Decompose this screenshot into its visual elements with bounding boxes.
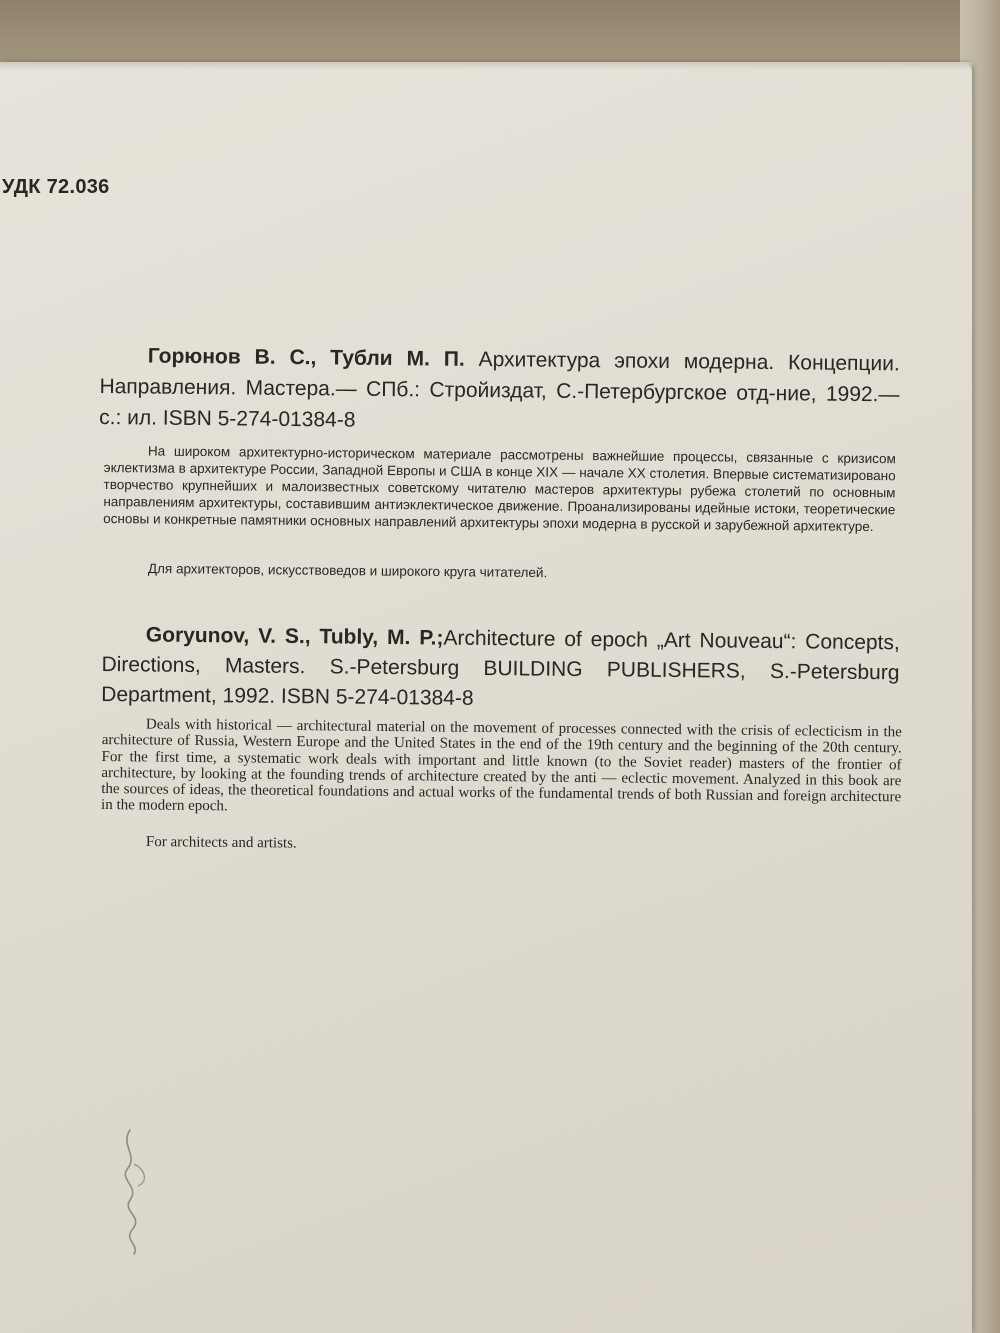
russian-citation [99, 340, 900, 441]
udk-code: УДК 72.036 [2, 176, 110, 198]
english-authors: Goryunov, V. S., Tubly, M. P.; [145, 623, 444, 650]
pen-scribble [100, 1120, 170, 1260]
english-citation-text: Architecture of epoch „Art Nouveau“: Concepts, Directions, Masters. S.-Petersburg BUILDING PUBLISHERS, S.-Petersburg Department, 1992. ISBN 5-274-01384-8 [101, 626, 900, 710]
english-citation [101, 620, 900, 718]
english-audience: For architects and artists. [145, 834, 297, 852]
russian-authors: Горюнов В. С., Тубли М. П. [147, 344, 465, 371]
english-abstract: Deals with historical — architectural material on the movement of processes connected with the crisis of eclecticism in the architecture of Russia, Western Europe and the United States in the end of the 19th century and the beginning of the 20th century. For the first time, a systematic work deals with important and little known (to the Soviet reader) masters of the frontier of architecture, by looking at the founding trends of architecture created by the anti — eclectic movement. Analyzed in this book are the sources of ideas, the theoretical foundations and actual works of the fundamental trends of both Russian and foreign architecture in the modern epoch. [100, 716, 902, 815]
page-top-shadow [0, 62, 972, 70]
russian-abstract: На широком архитектурно-историческом материале рассмотрены важнейшие процессы, связанные с кризисом эклектизма в архитектуре России, Западной Европы и США в конце XIX — начале XX столетия. Впервые систематизировано творчество крупнейших и малоизвестных советскому читателю мастеров архитектуры рубежа столетий по основным направлениям архитектуры, составившим антиэклектическое движение. Проанализированы идейные истоки, теоретические основы и конкретные памятники основных направлений архитектуры эпохи модерна в русской и зарубежной архитектуре. [103, 443, 896, 535]
russian-citation-text: Архитектура эпохи модерна. Концепции. Направления. Мастера.— СПб.: Стройиздат, С.-Петербургское отд-ние, 1992.— с.: ил. ISBN 5-274-01384-8 [99, 347, 900, 432]
russian-audience: Для архитекторов, искусствоведов и широкого круга читателей. [147, 560, 548, 581]
